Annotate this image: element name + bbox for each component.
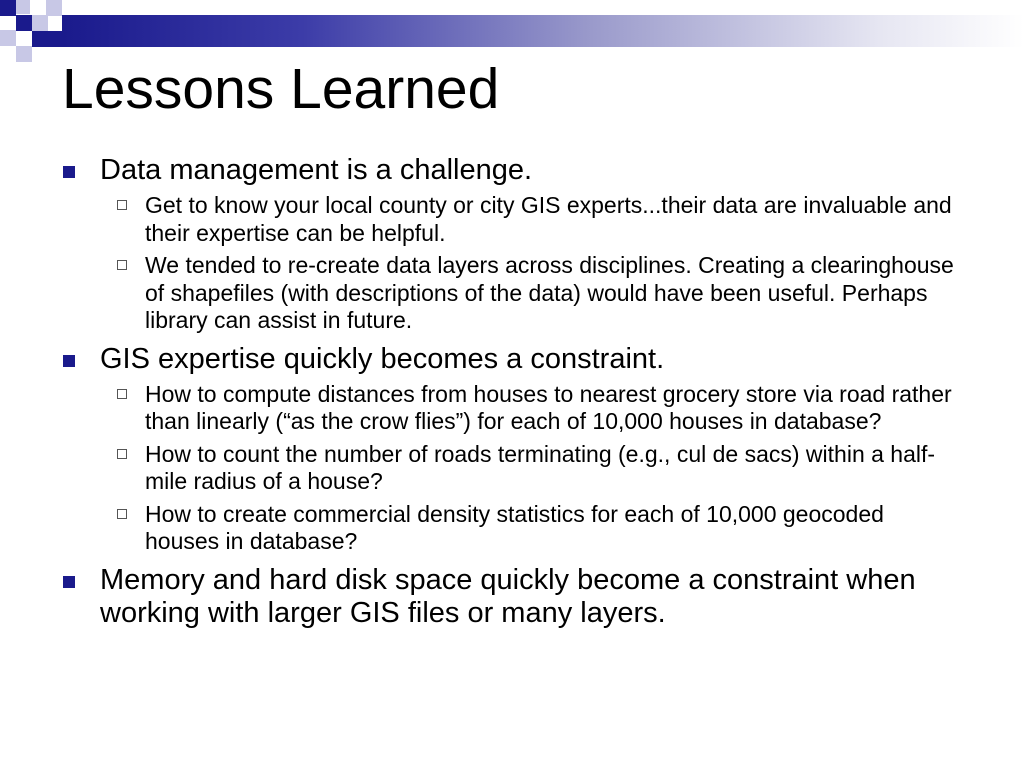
hollow-square-bullet-icon xyxy=(117,509,127,519)
deco-square xyxy=(0,30,16,46)
deco-square xyxy=(46,31,62,47)
sub-bullet-item xyxy=(62,501,962,556)
square-bullet-icon xyxy=(63,166,75,178)
sub-bullet-item xyxy=(62,252,962,335)
deco-square xyxy=(16,0,30,14)
deco-square xyxy=(16,15,32,31)
hollow-square-bullet-icon xyxy=(117,449,127,459)
bullet-text: Data management is a challenge. xyxy=(100,154,533,186)
sub-bullet-item xyxy=(62,192,962,247)
sub-bullet-list xyxy=(62,192,962,335)
bullet-item xyxy=(62,564,962,630)
sub-bullet-item xyxy=(62,381,962,436)
deco-square xyxy=(16,46,32,62)
sub-bullet-text: We tended to re-create data layers across disciplines. Creating a clearinghouse of shapefiles (with descriptions of the data) would have been useful. Perhaps library can assist in future. xyxy=(145,252,954,333)
square-bullet-icon xyxy=(63,576,75,588)
deco-square xyxy=(32,15,48,31)
bullet-list xyxy=(62,154,962,634)
sub-bullet-text: How to create commercial density statistics for each of 10,000 geocoded houses in database? xyxy=(145,500,884,554)
bullet-text: Memory and hard disk space quickly become a constraint when working with larger GIS files or many layers. xyxy=(100,563,916,629)
slide-title: Lessons Learned xyxy=(62,57,500,121)
hollow-square-bullet-icon xyxy=(117,389,127,399)
sub-bullet-text: Get to know your local county or city GIS experts...their data are invaluable and their expertise can be helpful. xyxy=(145,192,952,246)
sub-bullet-text: How to compute distances from houses to nearest grocery store via road rather than linearly (“as the crow flies”) for each of 10,000 houses in database? xyxy=(145,380,952,434)
bullet-text: GIS expertise quickly becomes a constraint. xyxy=(100,342,665,375)
square-bullet-icon xyxy=(63,355,75,367)
hollow-square-bullet-icon xyxy=(117,260,127,270)
decorative-header-bar xyxy=(62,15,1024,47)
deco-square xyxy=(0,0,16,16)
bullet-item xyxy=(62,343,962,376)
sub-bullet-item xyxy=(62,441,962,496)
sub-bullet-text: How to count the number of roads terminating (e.g., cul de sacs) within a half-mile radius of a house? xyxy=(145,440,936,494)
deco-square xyxy=(46,0,62,16)
hollow-square-bullet-icon xyxy=(117,200,127,210)
bullet-item xyxy=(62,154,962,187)
sub-bullet-list xyxy=(62,381,962,556)
